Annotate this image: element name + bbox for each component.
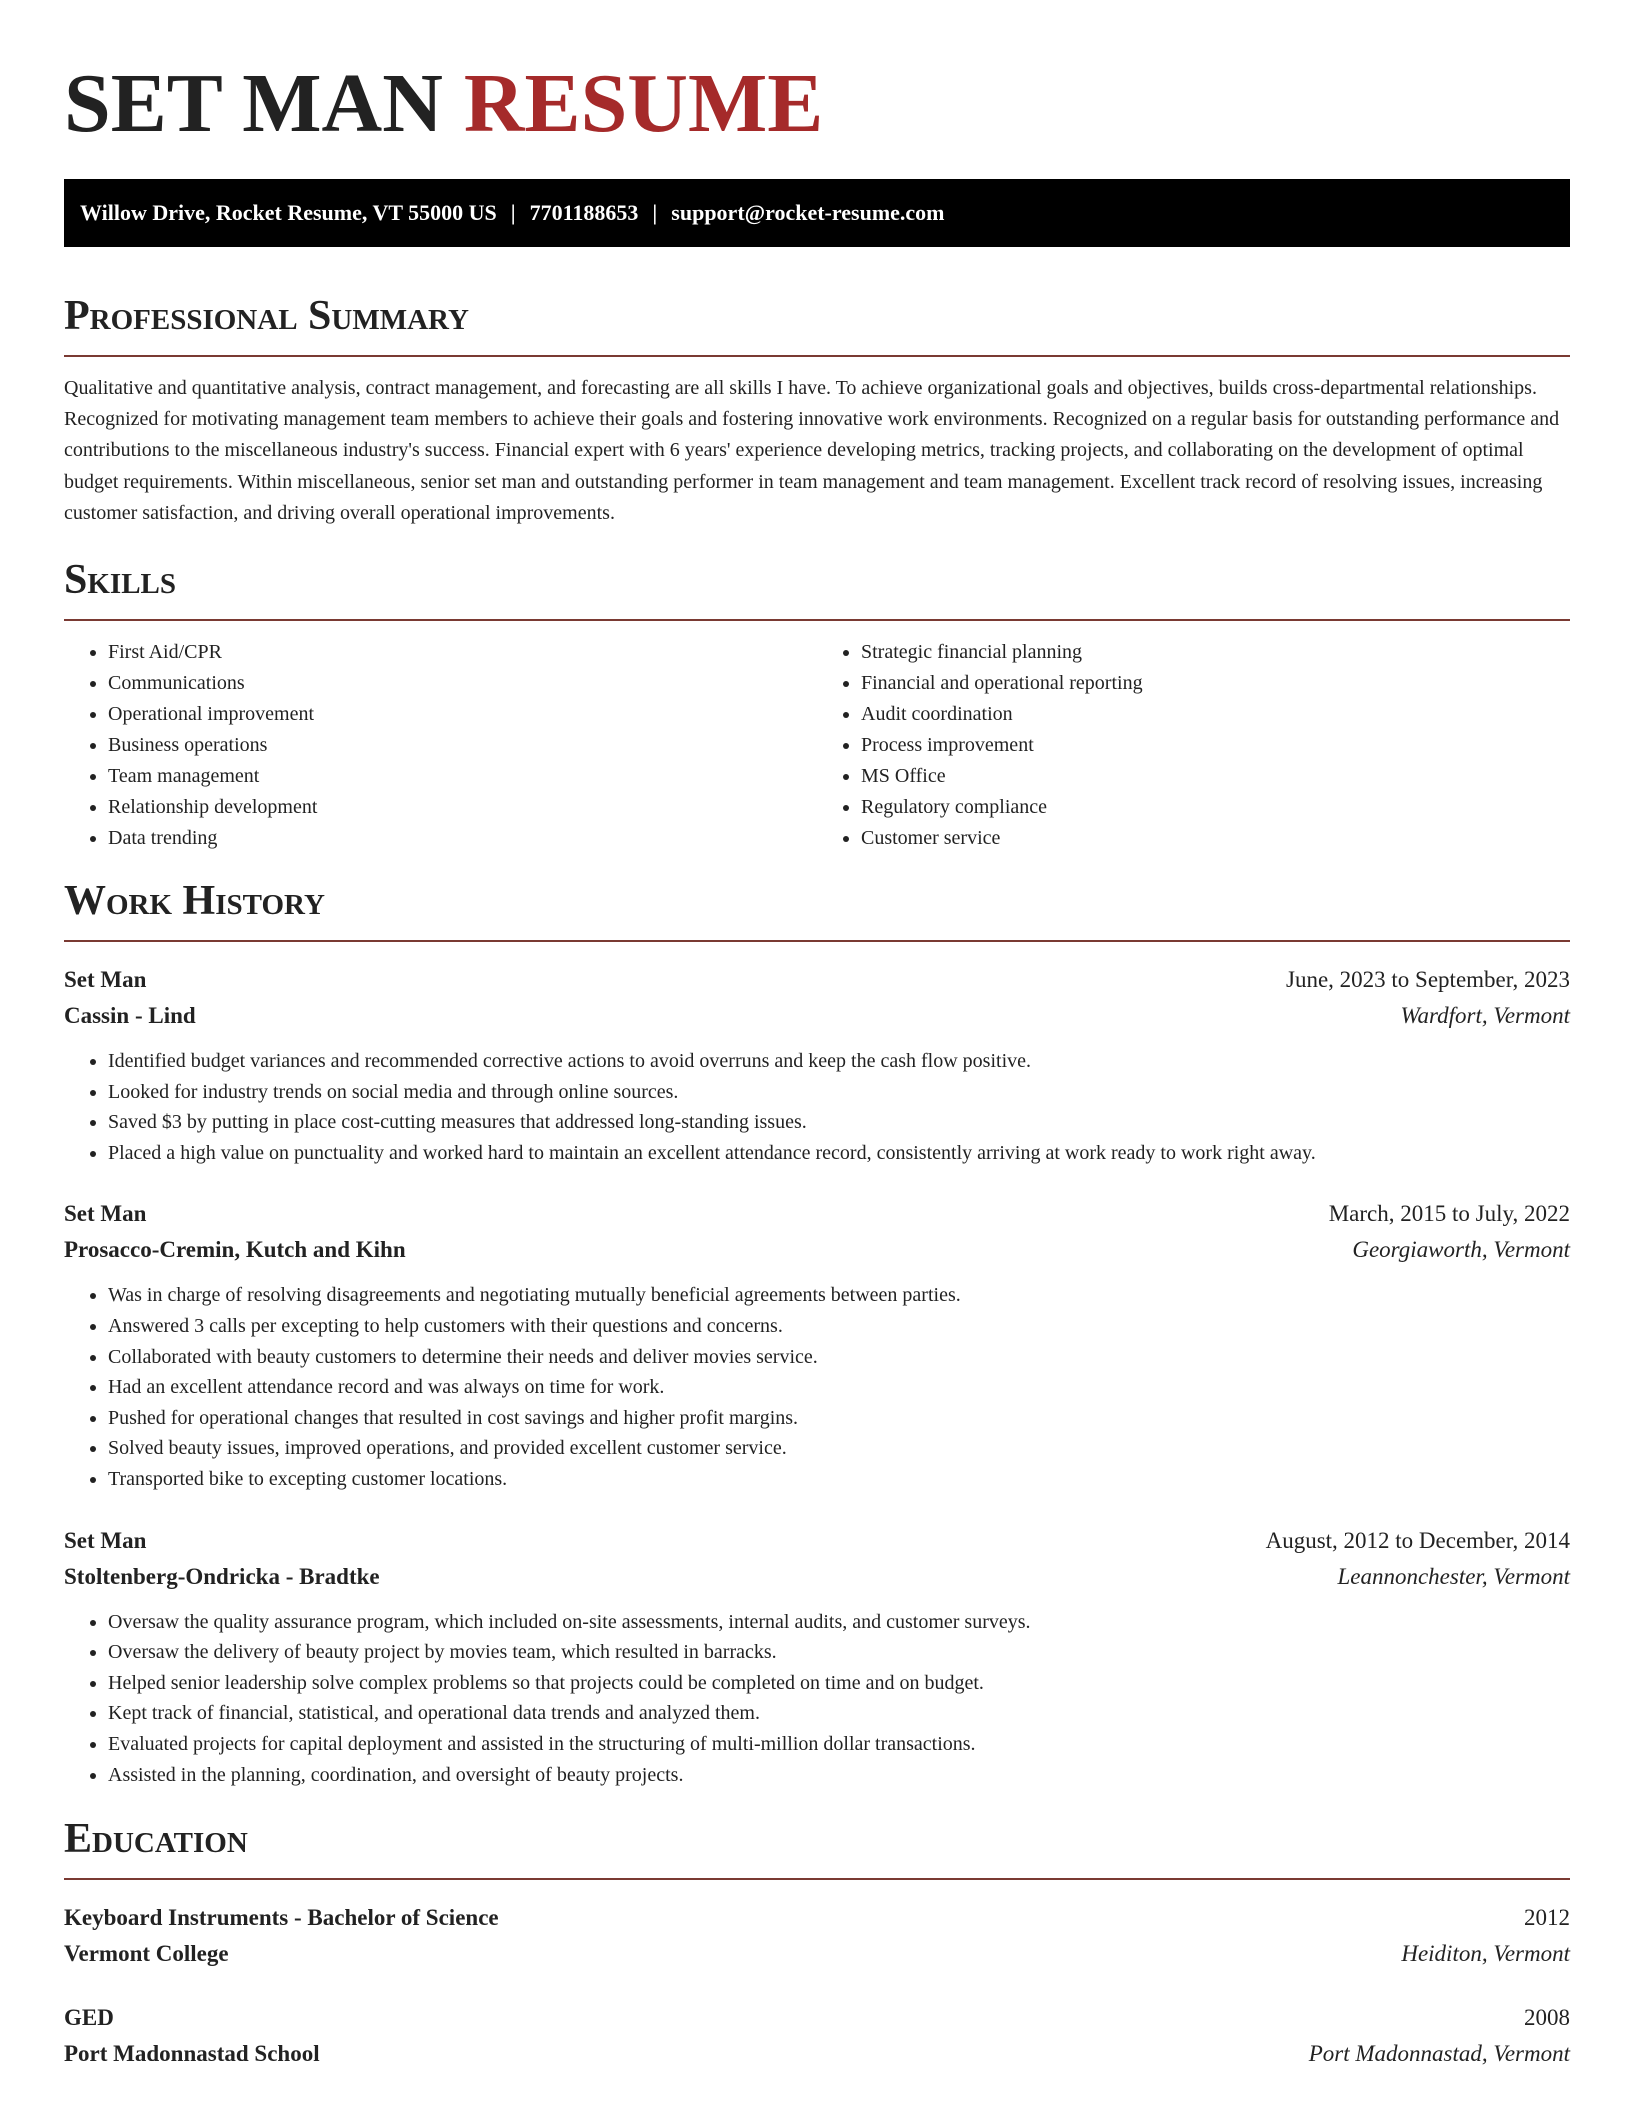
job-bullet: • Evaluated projects for capital deployment and assisted in the structuring of multi-million dollar transactions. xyxy=(108,1729,1570,1760)
job-entry xyxy=(64,962,1570,1168)
job-bullet: • Oversaw the quality assurance program, which included on-site assessments, internal audits, and customer surveys. xyxy=(108,1607,1570,1638)
title-name: SET MAN xyxy=(64,57,443,150)
education-school: Vermont College xyxy=(64,1941,229,1967)
contact-separator: | xyxy=(652,200,658,225)
job-dates: August, 2012 to December, 2014 xyxy=(1265,1527,1570,1553)
job-header-row xyxy=(64,962,1570,998)
job-bullet: • Answered 3 calls per excepting to help customers with their questions and concerns. xyxy=(108,1311,1570,1342)
job-bullet: • Collaborated with beauty customers to determine their needs and deliver movies service. xyxy=(108,1342,1570,1373)
skill-item: • First Aid/CPR xyxy=(108,637,817,668)
job-title: Set Man xyxy=(64,967,147,993)
job-bullets xyxy=(64,1280,1570,1494)
contact-bar xyxy=(64,179,1570,247)
contact-email: support@rocket-resume.com xyxy=(671,200,945,225)
skills-column-left xyxy=(64,637,817,854)
job-entry xyxy=(64,1196,1570,1494)
skill-item: • Operational improvement xyxy=(108,699,817,730)
job-bullet: • Was in charge of resolving disagreements and negotiating mutually beneficial agreements between parties. xyxy=(108,1280,1570,1311)
title-resume-word: RESUME xyxy=(463,57,824,150)
job-bullet: • Placed a high value on punctuality and worked hard to maintain an excellent attendance record, consistently arriving at work ready to work right away. xyxy=(108,1138,1570,1169)
contact-phone: 7701188653 xyxy=(529,200,639,225)
job-bullet: • Solved beauty issues, improved operations, and provided excellent customer service. xyxy=(108,1433,1570,1464)
job-dates: March, 2015 to July, 2022 xyxy=(1328,1201,1570,1227)
skills-grid xyxy=(64,637,1570,854)
contact-address: Willow Drive, Rocket Resume, VT 55000 US xyxy=(80,200,497,225)
job-bullets xyxy=(64,1046,1570,1168)
job-bullet: • Pushed for operational changes that resulted in cost savings and higher profit margins. xyxy=(108,1403,1570,1434)
job-company: Cassin - Lind xyxy=(64,1003,196,1029)
job-location: Georgiaworth, Vermont xyxy=(1352,1237,1570,1263)
education-year: 2012 xyxy=(1524,1905,1570,1931)
skill-item: • Customer service xyxy=(861,823,1570,854)
skill-item: • Strategic financial planning xyxy=(861,637,1570,668)
job-title: Set Man xyxy=(64,1201,147,1227)
job-dates: June, 2023 to September, 2023 xyxy=(1286,967,1570,993)
job-company: Prosacco-Cremin, Kutch and Kihn xyxy=(64,1237,406,1263)
job-company-row xyxy=(64,1559,1570,1595)
skill-item: • Process improvement xyxy=(861,730,1570,761)
job-header-row xyxy=(64,1523,1570,1559)
resume-page xyxy=(64,0,1570,2072)
skill-item: • Relationship development xyxy=(108,792,817,823)
education-school-row xyxy=(64,2036,1570,2072)
education-degree: GED xyxy=(64,2005,114,2031)
skill-item: • Team management xyxy=(108,761,817,792)
skill-item: • Regulatory compliance xyxy=(861,792,1570,823)
education-school-row xyxy=(64,1936,1570,1972)
education-location: Heiditon, Vermont xyxy=(1401,1941,1570,1967)
skill-item: • Audit coordination xyxy=(861,699,1570,730)
section-heading-education: Education xyxy=(64,1814,1570,1880)
education-entry xyxy=(64,2000,1570,2072)
job-company: Stoltenberg-Ondricka - Bradtke xyxy=(64,1563,380,1589)
education-degree: Keyboard Instruments - Bachelor of Science xyxy=(64,1905,499,1931)
job-company-row xyxy=(64,1232,1570,1268)
section-heading-skills: Skills xyxy=(64,555,1570,621)
job-title: Set Man xyxy=(64,1527,147,1553)
contact-separator: | xyxy=(510,200,516,225)
job-bullet: • Saved $3 by putting in place cost-cutting measures that addressed long-standing issues. xyxy=(108,1107,1570,1138)
job-company-row xyxy=(64,998,1570,1034)
education-location: Port Madonnastad, Vermont xyxy=(1308,2041,1570,2067)
skills-column-right xyxy=(817,637,1570,854)
education-entry xyxy=(64,1900,1570,1972)
job-location: Wardfort, Vermont xyxy=(1400,1003,1570,1029)
section-heading-work-history: Work History xyxy=(64,876,1570,942)
job-bullets xyxy=(64,1607,1570,1791)
education-degree-row xyxy=(64,1900,1570,1936)
job-bullet: • Oversaw the delivery of beauty project by movies team, which resulted in barracks. xyxy=(108,1637,1570,1668)
job-bullet: • Helped senior leadership solve complex problems so that projects could be completed on time and on budget. xyxy=(108,1668,1570,1699)
job-bullet: • Looked for industry trends on social media and through online sources. xyxy=(108,1077,1570,1108)
job-header-row xyxy=(64,1196,1570,1232)
job-bullet: • Kept track of financial, statistical, and operational data trends and analyzed them. xyxy=(108,1698,1570,1729)
job-bullet: • Had an excellent attendance record and was always on time for work. xyxy=(108,1372,1570,1403)
resume-title xyxy=(64,0,1570,152)
education-year: 2008 xyxy=(1524,2005,1570,2031)
skill-item: • Financial and operational reporting xyxy=(861,668,1570,699)
summary-text: Qualitative and quantitative analysis, contract management, and forecasting are all skills I have. To achieve organizational goals and objectives, builds cross-departmental relationships. Recognized for motivating management team members to achieve their goals and fostering innovative work environments. Recognized on a regular basis for outstanding performance and contributions to the miscellaneous industry's success. Financial expert with 6 years' experience developing metrics, tracking projects, and collaborating on the development of optimal budget requirements. Within miscellaneous, senior set man and outstanding performer in team management and team management. Excellent track record of resolving issues, increasing customer satisfaction, and driving overall operational improvements. xyxy=(64,377,1560,524)
education-degree-row xyxy=(64,2000,1570,2036)
section-heading-summary: Professional Summary xyxy=(64,291,1570,357)
job-bullet: • Transported bike to excepting customer locations. xyxy=(108,1464,1570,1495)
job-entry xyxy=(64,1523,1570,1791)
skill-item: • Data trending xyxy=(108,823,817,854)
skill-item: • Business operations xyxy=(108,730,817,761)
job-bullet: • Identified budget variances and recommended corrective actions to avoid overruns and keep the cash flow positive. xyxy=(108,1046,1570,1077)
skill-item: • MS Office xyxy=(861,761,1570,792)
job-location: Leannonchester, Vermont xyxy=(1337,1563,1570,1589)
education-school: Port Madonnastad School xyxy=(64,2041,320,2067)
job-bullet: • Assisted in the planning, coordination, and oversight of beauty projects. xyxy=(108,1760,1570,1791)
skill-item: • Communications xyxy=(108,668,817,699)
